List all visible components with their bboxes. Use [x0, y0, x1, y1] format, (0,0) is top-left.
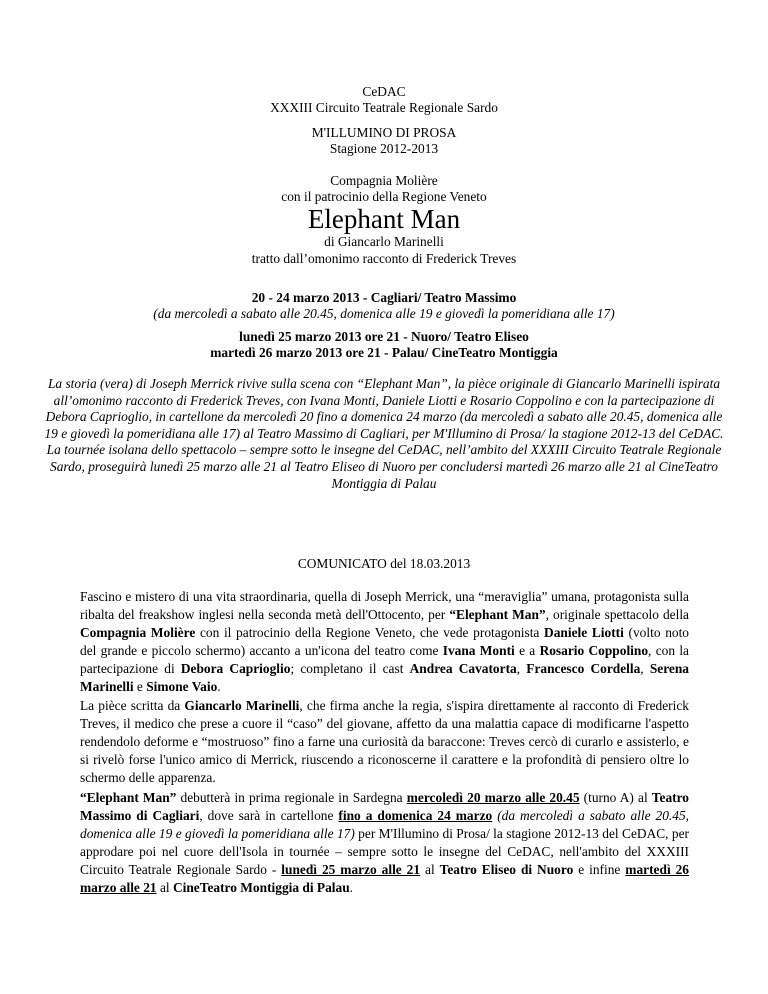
intro-paragraph-2: La tournée isolana dello spettacolo – sempre sotto le insegne del CeDAC, nell’ambito del XXXIII Circuito Teatrale Regionale Sardo, proseguirà lunedì 25 marzo alle 21 al Teatro Eliseo di Nuoro per concludersi martedì 26 marzo alle 21 al CineTeatro Montiggia di Palau: [46, 442, 722, 491]
text-run: e infine: [573, 862, 626, 878]
bold-venue: CineTeatro Montiggia di Palau: [172, 880, 350, 896]
dates-cagliari: 20 - 24 marzo 2013 - Cagliari/ Teatro Massimo: [251, 290, 517, 305]
intro-paragraph-1: La storia (vera) di Joseph Merrick rivive sulla scena con “Elephant Man”, la pièce originale di Giancarlo Marinelli ispirata all’omonimo racconto di Frederick Treves, con Ivana Monti, Daniele Liotti e Rosario Coppolino e con la partecipazione di Debora Caprioglio, in cartellone da mercoledì 20 fino a domenica 24 marzo (da mercoledì a sabato alle 20.45, domenica alle 19 e giovedì la pomeridiana alle 17) al Teatro Massimo di Cagliari, per M'Illumino di Prosa/ la stagione 2012-13 del CeDAC.: [44, 376, 724, 441]
bold-company: Compagnia Molière: [80, 625, 196, 641]
text-run: , con la partecipazione di: [80, 643, 689, 677]
season-years: Stagione 2012-2013: [329, 141, 439, 156]
dates-nuoro: lunedì 25 marzo 2013 ore 21 - Nuoro/ Teatro Eliseo: [239, 329, 529, 344]
bold-underlined-date: mercoledì 20 marzo alle 20.45: [406, 790, 580, 805]
text-run: ,: [516, 661, 527, 677]
bold-actor: Serena Marinelli: [80, 661, 690, 695]
bold-underlined-date: lunedì 25 marzo alle 21: [281, 862, 421, 878]
company-name: Compagnia Molière: [330, 173, 438, 188]
text-run: e: [133, 679, 147, 695]
author-block: [0, 234, 768, 267]
bold-actor: Ivana Monti: [442, 643, 515, 659]
text-run: per M'Illumino di Prosa/ la stagione 2012-13 del CeDAC, per approdare poi nel cuore dell'Isola in tournée – sempre sotto le insegne del CeDAC, nell'ambito del XXXIII Circuito Teatrale Regionale Sardo -: [80, 826, 690, 878]
text-run: La pièce scritta da: [80, 698, 185, 713]
bold-venue: Teatro Eliseo di Nuoro: [439, 862, 574, 878]
dates-tour: [0, 329, 768, 361]
show-title: Elephant Man: [307, 204, 461, 234]
text-run: ,: [640, 661, 650, 677]
bold-underlined-date: martedì 26 marzo alle 21: [80, 862, 689, 896]
text-run: al: [156, 880, 173, 896]
patronage-line: con il patrocinio della Regione Veneto: [281, 189, 487, 204]
bold-author: Giancarlo Marinelli: [184, 698, 300, 713]
bold-actor: Daniele Liotti: [544, 625, 624, 641]
comunicato-label: COMUNICATO: [297, 556, 387, 571]
bold-actor: Debora Caprioglio: [180, 661, 291, 677]
season-block: [0, 125, 768, 157]
text-run: con il patrocinio della Regione Veneto, che vede protagonista: [195, 625, 545, 641]
text-run: debutterà in prima regionale in Sardegna: [176, 790, 407, 805]
comunicato-line: [0, 556, 768, 572]
company-block: [0, 173, 768, 205]
intro-block: [40, 376, 728, 492]
header-block: [0, 84, 768, 116]
comunicato-date: del 18.03.2013: [390, 556, 471, 571]
body-paragraph-2: [80, 697, 689, 787]
text-run: .: [349, 880, 354, 896]
text-run: al: [420, 862, 440, 878]
org-name: CeDAC: [362, 84, 406, 99]
text-run: (volto noto del grande e piccolo schermo) accanto a un'icona del teatro come: [80, 625, 689, 659]
bold-actor: Andrea Cavatorta: [409, 661, 517, 677]
body-paragraph-3: [80, 789, 689, 898]
bold-actor: Rosario Coppolino: [539, 643, 649, 659]
italic-times: (da mercoledì a sabato alle 20.45, domenica alle 19 e giovedì la pomeridiana alle 17): [80, 808, 689, 842]
bold-actor: Francesco Cordella: [526, 661, 641, 677]
bold-venue: Teatro Massimo di Cagliari: [80, 790, 689, 824]
text-run: Fascino e mistero di una vita straordinaria, quella di Joseph Merrick, una “meraviglia” umana, protagonista sulla ribalta del freakshow inglesi nella seconda metà dell'Ottocento, per: [80, 589, 689, 623]
dates-cagliari-times: (da mercoledì a sabato alle 20.45, domenica alle 19 e giovedì la pomeridiana alle 17): [153, 306, 615, 321]
source-line: tratto dall’omonimo racconto di Frederick Treves: [251, 251, 517, 266]
bold-actor: Simone Vaio: [146, 679, 218, 695]
body-paragraph-1: [80, 588, 689, 697]
circuit-name: XXXIII Circuito Teatrale Regionale Sardo: [270, 100, 498, 115]
text-run: (turno A) al: [579, 790, 652, 805]
season-name: M'ILLUMINO DI PROSA: [311, 125, 457, 140]
text-run: , originale spettacolo della: [545, 607, 689, 623]
text-run: ; completano il cast: [290, 661, 410, 677]
text-run: .: [217, 679, 221, 695]
text-run: e a: [514, 643, 540, 659]
bold-title: “Elephant Man”: [449, 607, 546, 623]
author-line: di Giancarlo Marinelli: [324, 234, 444, 249]
text-run: , dove sarà in cartellone: [199, 808, 339, 824]
bold-underlined-date: fino a domenica 24 marzo: [338, 808, 493, 824]
dates-palau: martedì 26 marzo 2013 ore 21 - Palau/ CineTeatro Montiggia: [210, 345, 558, 360]
text-run: , che firma anche la regia, s'ispira direttamente al racconto di Frederick Treves, il medico che prese a cuore il “caso” del giovane, affetto da una malattia capace di modificarne l'aspetto rendendolo deforme e “mostruoso” fino a farne una curiosità da baraccone: Treves cercò di curarlo e assisterlo, e si rivelò forse l'unico amico di Merrick, riuscendo a riconoscerne il carattere e la profondità di pensiero oltre lo schermo delle apparenza.: [80, 698, 689, 786]
bold-title: “Elephant Man”: [80, 790, 177, 805]
